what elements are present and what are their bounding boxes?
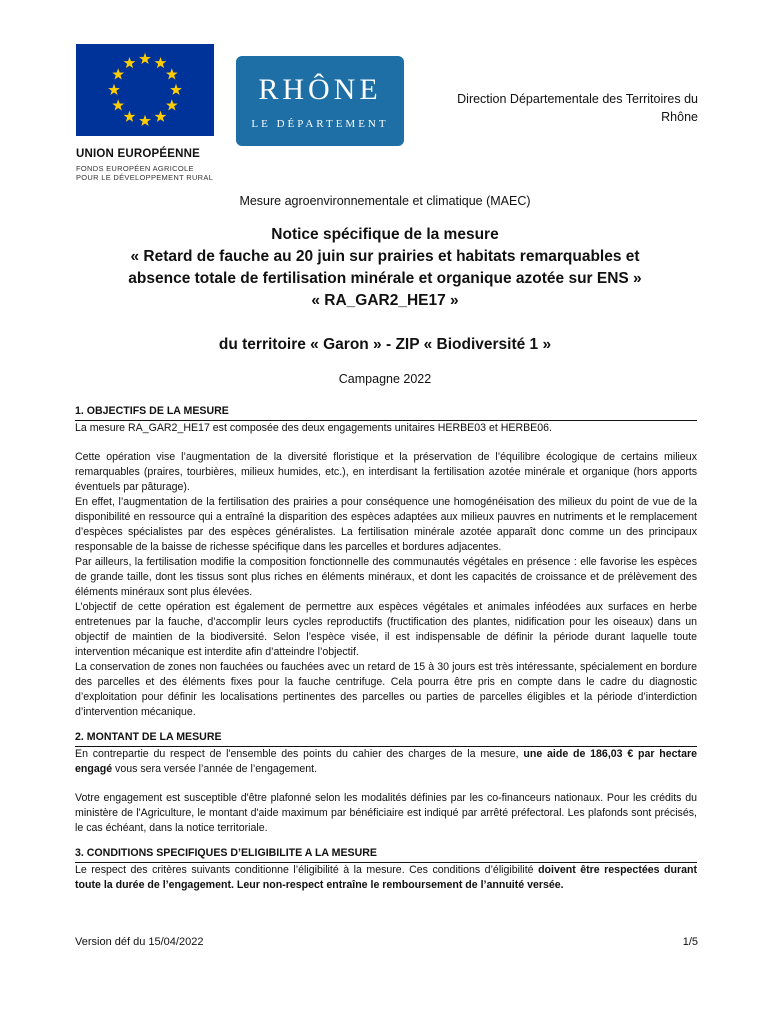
eu-fund-text: [76, 164, 216, 182]
paragraph: La conservation de zones non fauchées ou fauchées avec un retard de 15 à 30 jours est très intéressante, spécialement en bordure des parcelles et des éléments fixes pour la fauche centrifuge. Cela pourra être pris en compte dans le cadre du diagnostic d’exploitation pour définir les localisations pertinentes des parcelles ou parties de parcelles éligibles et la période d’interdiction d’intervention mécanique.: [75, 661, 697, 718]
amount-value: une aide de 186,03 € par hectare engagé: [75, 748, 697, 775]
paragraph: L’objectif de cette opération est également de permettre aux espèces végétales et animales inféodées aux surfaces en herbe entretenues par la fauche, d’accomplir leurs cycles reproductifs (fructification des plantes, nidification pour les oiseaux) dans un objectif de maintien de la biodiversité. Selon l’espèce visée, il est indispensable de définir la période durant laquelle toute intervention mécanique est interdite afin d’atteindre l’objectif.: [75, 601, 697, 658]
title-line1: Notice spécifique de la mesure: [271, 226, 499, 243]
campaign-year: Campagne 2022: [338, 372, 432, 386]
measure-type: Mesure agroenvironnementale et climatique (MAEC): [239, 194, 531, 208]
amount-text-start: En contrepartie du respect de l'ensemble des points du cahier des charges de la mesure,: [75, 748, 524, 760]
page-number: 1/5: [682, 936, 698, 948]
section-heading-objectives: 1. OBJECTIFS DE LA MESURE: [75, 404, 697, 421]
eu-name: UNION EUROPÉENNE: [76, 148, 200, 160]
eu-star-icon: [124, 57, 136, 68]
amount-text-end: vous sera versée l’année de l’engagement.: [112, 763, 318, 775]
title-line3: absence totale de fertilisation minérale et organique azotée sur ENS »: [128, 270, 642, 287]
eu-star-icon: [155, 57, 167, 68]
eu-logo: [76, 44, 216, 182]
eu-flag-icon: [76, 44, 214, 136]
eu-star-icon: [108, 84, 120, 95]
issuing-authority: [398, 90, 698, 126]
paragraph: Par ailleurs, la fertilisation modifie la composition fonctionnelle des communautés végétales en présence : elle favorise les espèces de grande taille, dont les tissus sont plus riches en éléments minéraux, et dont les capacités de croissance et de prélèvement des éléments minéraux sont plus élevées.: [75, 556, 697, 598]
document-body: [75, 404, 697, 893]
eu-fund-line1: FONDS EUROPÉEN AGRICOLE: [76, 164, 194, 173]
direction-line1: Direction Départementale des Territoires du: [457, 92, 698, 106]
eu-star-icon: [112, 99, 124, 110]
eu-fund-line2: POUR LE DÉVELOPPEMENT RURAL: [76, 173, 214, 182]
paragraph: [75, 863, 697, 893]
title-line2: « Retard de fauche au 20 juin sur prairies et habitats remarquables et: [130, 248, 640, 265]
eu-star-icon: [166, 99, 178, 110]
eu-star-icon: [112, 68, 124, 79]
paragraph: En effet, l’augmentation de la fertilisation des prairies a pour conséquence une homogénéisation des milieux du point de vue de la disponibilité en ressource qui a entraîné la disparition des espèces adaptées aux milieux pauvres en nutriments et le remplacement d’espèces spécialistes par des espèces généralistes. La fertilisation minérale azotée apparaît donc comme un des principaux responsable de la baisse de richesse spécifique dans les parcelles et bordures adjacentes.: [75, 496, 697, 553]
version-label: Version déf du 15/04/2022: [75, 936, 204, 948]
eu-star-icon: [170, 84, 182, 95]
title-line4: « RA_GAR2_HE17 »: [311, 292, 459, 309]
rhone-logo-name: RHÔNE: [258, 73, 382, 106]
direction-line2: Rhône: [661, 110, 698, 124]
eligibility-emphasis: doivent être respectées durant toute la durée de l’engagement. Leur non-respect entraîne le remboursement de l’annuité versée.: [75, 864, 697, 891]
eu-star-icon: [124, 111, 136, 122]
document-title: [70, 224, 700, 312]
eu-star-icon: [139, 53, 151, 64]
paragraph: [75, 747, 697, 777]
section-heading-amount: 2. MONTANT DE LA MESURE: [75, 730, 697, 747]
eu-star-icon: [166, 68, 178, 79]
paragraph: La mesure RA_GAR2_HE17 est composée des deux engagements unitaires HERBE03 et HERBE06.: [75, 422, 552, 434]
rhone-logo-subtitle: LE DÉPARTEMENT: [251, 118, 389, 130]
eligibility-text: Le respect des critères suivants conditionne l’éligibilité à la mesure. Ces conditions d’éligibilité: [75, 864, 539, 876]
paragraph: Votre engagement est susceptible d'être plafonné selon les modalités définies par les co-financeurs nationaux. Pour les crédits du ministère de l'Agriculture, le montant d'aide maximum par bénéficiaire est indiqué par arrêté préfectoral. Les plafonds sont précisés, le cas échéant, dans la notice territoriale.: [75, 792, 697, 834]
eu-star-icon: [155, 111, 167, 122]
rhone-department-logo: [236, 56, 404, 146]
section-heading-eligibility: 3. CONDITIONS SPECIFIQUES D’ELIGIBILITE A LA MESURE: [75, 846, 697, 863]
territory-title: du territoire « Garon » - ZIP « Biodiversité 1 »: [218, 336, 552, 353]
eu-star-icon: [139, 115, 151, 126]
paragraph: Cette opération vise l’augmentation de la diversité floristique et la préservation de l’équilibre écologique de certains milieux remarquables (praires, tourbières, milieux humides, etc.), en interdisant la fertilisation azotée minérale et organique (hors apports éventuels par pâturage).: [75, 451, 697, 493]
